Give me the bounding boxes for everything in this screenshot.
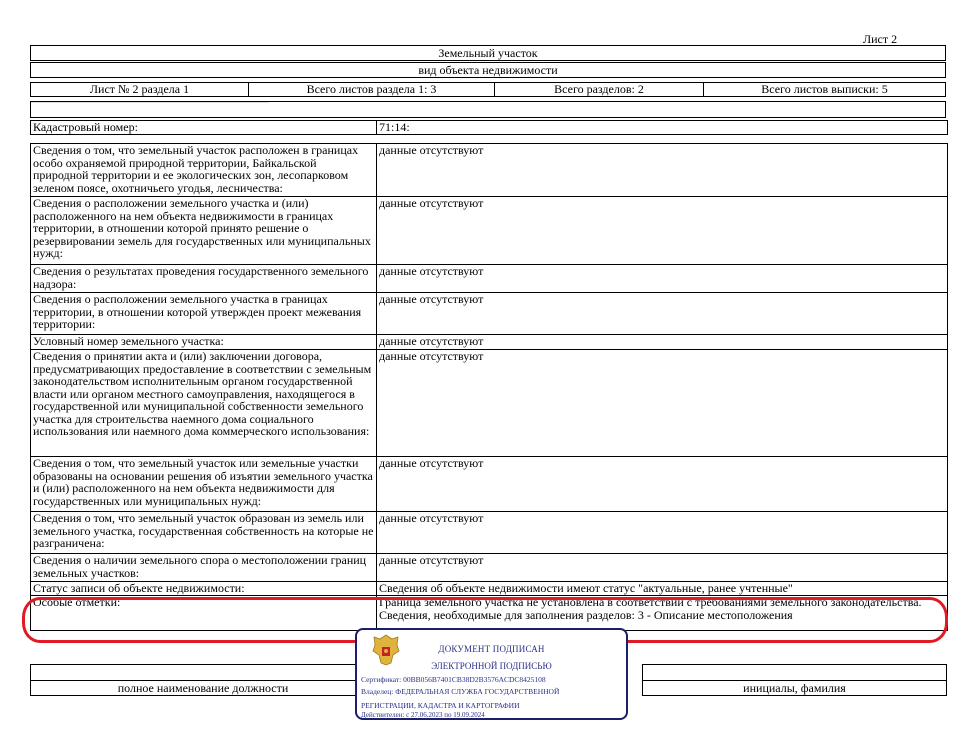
object-type-title: Земельный участок <box>30 45 946 61</box>
property-details-table <box>30 120 948 631</box>
row-label: Условный номер земельного участка: <box>31 335 377 350</box>
row-value: данные отсутствуют <box>377 265 948 293</box>
table-row <box>31 197 948 265</box>
name-label: инициалы, фамилия <box>743 681 846 695</box>
row-value: данные отсутствуют <box>377 293 948 335</box>
stamp-title-line2: ЭЛЕКТРОННОЙ ПОДПИСЬЮ <box>431 661 552 671</box>
row-label: Сведения о расположении земельного участка и (или) расположенного на нем объекта недвижимости в границах территории, в отношении которой принято решение о резервировании земель для государственных или муниципальных нужд: <box>31 197 377 265</box>
row-value: данные отсутствуют <box>377 197 948 265</box>
row-value: данные отсутствуют <box>377 554 948 582</box>
row-label: Статус записи об объекте недвижимости: <box>31 582 377 596</box>
row-value: данные отсутствуют <box>377 144 948 197</box>
row-value: Граница земельного участка не установлена в соответствии с требованиями земельного законодательства. Сведения, необходимые для заполнения разделов: 3 - Описание местоположения <box>377 596 948 631</box>
table-row <box>31 512 948 554</box>
row-value: 71:14: <box>377 121 948 135</box>
row-value: данные отсутствуют <box>377 457 948 512</box>
table-row <box>31 293 948 335</box>
row-label: Сведения о наличии земельного спора о местоположении границ земельных участков: <box>31 554 377 582</box>
stamp-owner-line1: Владелец: ФЕДЕРАЛЬНАЯ СЛУЖБА ГОСУДАРСТВЕННОЙ <box>361 687 560 696</box>
row-label: Сведения о том, что земельный участок образован из земель или земельного участка, государственная собственность на которые не разграничена: <box>31 512 377 554</box>
stamp-owner-line2: РЕГИСТРАЦИИ, КАДАСТРА И КАРТОГРАФИИ <box>361 701 520 710</box>
blank-row <box>30 101 946 118</box>
row-label: Сведения о том, что земельный участок расположен в границах особо охраняемой природной территории, Байкальской природной территории и ее экологических зон, лесопарковом зеленом поясе, охотничьего угодья, лесничества: <box>31 144 377 197</box>
sheet-in-section: Лист № 2 раздела 1 <box>30 82 249 97</box>
row-label: Сведения о результатах проведения государственного земельного надзора: <box>31 265 377 293</box>
row-value: данные отсутствуют <box>377 512 948 554</box>
position-label: полное наименование должности <box>117 681 289 695</box>
row-value: данные отсутствуют <box>377 335 948 350</box>
name-cell <box>642 664 947 696</box>
sheet-label: Лист 2 <box>863 32 898 46</box>
table-row <box>31 350 948 457</box>
table-row <box>31 265 948 293</box>
object-type-caption: вид объекта недвижимости <box>30 62 946 78</box>
row-value: Сведения об объекте недвижимости имеют статус "актуальные, ранее учтенные" <box>377 582 948 596</box>
stamp-validity: Действителен: с 27.06.2023 по 19.09.2024 <box>361 711 485 719</box>
row-label: Сведения о расположении земельного участка в границах территории, в отношении которой утвержден проект межевания территории: <box>31 293 377 335</box>
table-row <box>31 582 948 596</box>
sections-total: Всего разделов: 2 <box>495 82 704 97</box>
table-row <box>31 121 948 135</box>
sheets-in-section: Всего листов раздела 1: 3 <box>249 82 495 97</box>
table-row <box>31 335 948 350</box>
table-row <box>31 144 948 197</box>
position-cell <box>30 664 376 696</box>
row-label: Сведения о том, что земельный участок или земельные участки образованы на основании решения об изъятии земельного участка и (или) расположенного на нем объекта недвижимости для государственных или муниципальных нужд: <box>31 457 377 512</box>
e-signature-stamp <box>355 628 628 720</box>
statement-sheets-total: Всего листов выписки: 5 <box>704 82 946 97</box>
stamp-title-line1: ДОКУМЕНТ ПОДПИСАН <box>438 644 545 654</box>
row-label: Сведения о принятии акта и (или) заключении договора, предусматривающих предоставление в соответствии с земельным законодательством исполнительным органом государственной власти или органом местного самоуправления, находящегося в государственной или муниципальной собственности земельного участка для строительства наемного дома социального использования или наемного дома коммерческого использования: <box>31 350 377 457</box>
row-label: Кадастровый номер: <box>31 121 377 135</box>
table-row <box>31 554 948 582</box>
stamp-certificate: Сертификат: 00BB056B7401CB38D2B3576ACDC8425108 <box>361 675 546 684</box>
row-label: Особые отметки: <box>31 596 377 631</box>
row-value: данные отсутствуют <box>377 350 948 457</box>
sheet-meta-row <box>30 82 946 97</box>
table-row <box>31 457 948 512</box>
